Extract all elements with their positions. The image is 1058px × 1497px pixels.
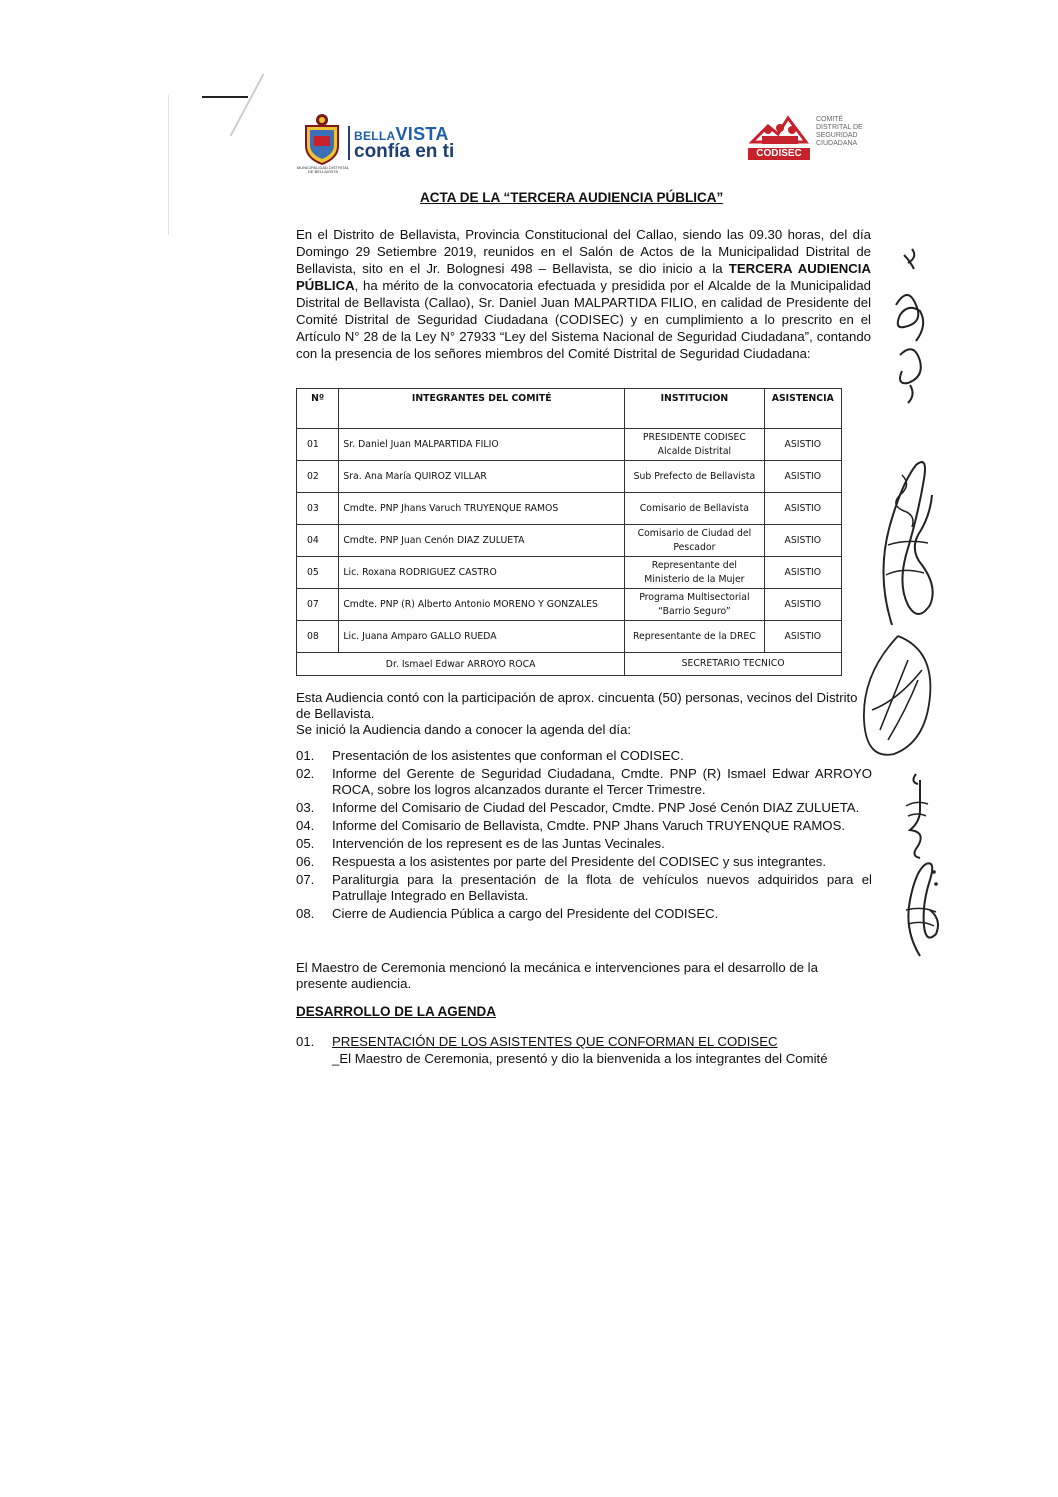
row-institution: Comisario de Ciudad del Pescador <box>625 525 764 557</box>
row-attendance: ASISTIO <box>764 621 841 653</box>
agenda-number: 05. <box>296 836 315 851</box>
agenda-text: Intervención de los represent es de las Juntas Vecinales. <box>332 836 665 851</box>
table-header-row <box>297 389 842 429</box>
list-item <box>296 836 872 852</box>
secretary-role: SECRETARIO TECNICO <box>625 653 842 676</box>
agenda-text: Informe del Comisario de Bellavista, Cmdte. PNP Jhans Varuch TRUYENQUE RAMOS. <box>332 818 846 833</box>
margin-signature-2 <box>858 630 938 760</box>
codisec-acronym: CODISEC <box>748 148 810 160</box>
list-item <box>296 818 872 834</box>
agenda-number: 07. <box>296 872 315 887</box>
col-header-attendance: ASISTENCIA <box>764 389 841 429</box>
margin-signature-3 <box>896 860 942 960</box>
table-row <box>297 589 842 621</box>
brand-name-small: BELLA <box>354 129 396 143</box>
scan-stroke-mark <box>202 96 248 98</box>
row-member: Cmdte. PNP Juan Cenón DIAZ ZULUETA <box>339 525 625 557</box>
row-attendance: ASISTIO <box>764 429 841 461</box>
municipal-crest-icon <box>298 112 346 168</box>
row-institution: Programa Multisectorial “Barrio Seguro” <box>625 589 764 621</box>
list-item <box>296 854 872 870</box>
row-attendance: ASISTIO <box>764 557 841 589</box>
row-num: 08 <box>297 621 339 653</box>
document-title: ACTA DE LA “TERCERA AUDIENCIA PÚBLICA” <box>420 190 724 205</box>
table-row <box>297 429 842 461</box>
agenda-text: Informe del Gerente de Seguridad Ciudadana, Cmdte. PNP (R) Ismael Edwar ARROYO ROCA, sobre los logros alcanzados durante el Tercer Trimestre. <box>332 766 872 797</box>
row-attendance: ASISTIO <box>764 493 841 525</box>
list-item <box>296 766 872 798</box>
item-text: _El Maestro de Ceremonia, presentó y dio la bienvenida a los integrantes del Comité <box>332 1051 828 1066</box>
row-num: 05 <box>297 557 339 589</box>
agenda-text: Cierre de Audiencia Pública a cargo del Presidente del CODISEC. <box>332 906 719 921</box>
margin-initials-2 <box>896 770 936 860</box>
brand-divider <box>348 126 350 160</box>
agenda-number: 01. <box>296 748 315 763</box>
list-item <box>296 872 872 904</box>
row-num: 04 <box>297 525 339 557</box>
row-num: 01 <box>297 429 339 461</box>
row-institution: Representante del Ministerio de la Mujer <box>625 557 764 589</box>
row-member: Cmdte. PNP Jhans Varuch TRUYENQUE RAMOS <box>339 493 625 525</box>
row-attendance: ASISTIO <box>764 589 841 621</box>
row-member: Lic. Juana Amparo GALLO RUEDA <box>339 621 625 653</box>
row-attendance: ASISTIO <box>764 525 841 557</box>
scan-diagonal-mark <box>230 74 265 137</box>
row-institution: Sub Prefecto de Bellavista <box>625 461 764 493</box>
col-header-institution: INSTITUCION <box>625 389 764 429</box>
intro-text-bold: TERCERA AUDIENCIA PÚBLICA <box>296 261 871 293</box>
agenda-item-heading <box>296 1034 778 1049</box>
crest-caption: MUNICIPALIDAD DISTRITAL DE BELLAVISTA <box>296 165 350 175</box>
agenda-text: Presentación de los asistentes que conforman el CODISEC. <box>332 748 684 763</box>
list-item <box>296 748 872 764</box>
agenda-list <box>296 748 872 924</box>
agenda-number: 04. <box>296 818 315 833</box>
intro-text-1: En el Distrito de Bellavista, Provincia Constitucional del Callao, siendo las 09.30 horas, del día Domingo 29 Setiembre 2019, reunidos en el Salón de Actos de la Municipalidad Distrital de Bellavista, sito en el Jr. Bolognesi 498 – Bellavista, se dio inicio a la <box>296 227 871 276</box>
table-row <box>297 525 842 557</box>
item-number: 01. <box>296 1034 315 1049</box>
table-row <box>297 621 842 653</box>
agenda-number: 03. <box>296 800 315 815</box>
table-row <box>297 557 842 589</box>
item-title: PRESENTACIÓN DE LOS ASISTENTES QUE CONFORMAN EL CODISEC <box>332 1034 778 1049</box>
participation-paragraph: Esta Audiencia contó con la participación de aprox. cincuenta (50) personas, vecinos del Distrito de Bellavista. <box>296 690 858 721</box>
agenda-text: Respuesta a los asistentes por parte del Presidente del CODISEC y sus integrantes. <box>332 854 827 869</box>
row-member: Cmdte. PNP (R) Alberto Antonio MORENO Y GONZALES <box>339 589 625 621</box>
row-member: Sr. Daniel Juan MALPARTIDA FILIO <box>339 429 625 461</box>
agenda-number: 06. <box>296 854 315 869</box>
codisec-logo <box>748 112 878 162</box>
ceremony-paragraph: El Maestro de Ceremonia mencionó la mecánica e intervenciones para el desarrollo de la presente audiencia. <box>296 960 818 991</box>
margin-signature-1 <box>872 455 942 635</box>
intro-paragraph <box>296 226 871 362</box>
intro-text-2: , ha mérito de la convocatoria efectuada y presidida por el Alcalde de la Municipalidad Distrital de Bellavista (Callao), Sr. Daniel Juan MALPARTIDA FILIO, en calidad de Presidente del Comité Distrital de Seguridad Ciudadana (CODISEC) y en cumplimiento a lo prescrito en el Artículo N° 28 de la Ley N° 27933 “Ley del Sistema Nacional de Seguridad Ciudadana”, contando con la presencia de los señores miembros del Comité Distrital de Seguridad Ciudadana: <box>296 278 871 361</box>
section-heading: DESARROLLO DE LA AGENDA <box>296 1004 497 1019</box>
row-num: 02 <box>297 461 339 493</box>
row-attendance: ASISTIO <box>764 461 841 493</box>
col-header-num: Nº <box>297 389 339 429</box>
agenda-text: Paraliturgia para la presentación de la flota de vehículos nuevos adquiridos para el Patrullaje Integrado en Bellavista. <box>332 872 872 903</box>
brand-name-large: VISTA <box>395 124 449 144</box>
secretary-row <box>297 653 842 676</box>
bellavista-logo <box>296 112 498 175</box>
secretary-name: Dr. Ismael Edwar ARROYO ROCA <box>297 653 625 676</box>
agenda-intro: Se inició la Audiencia dando a conocer la agenda del día: <box>296 722 632 737</box>
agenda-text: Informe del Comisario de Ciudad del Pescador, Cmdte. PNP José Cenón DIAZ ZULUETA. <box>332 800 860 815</box>
codisec-fullname: COMITÉ DISTRITAL DE SEGURIDAD CIUDADANA <box>816 116 863 147</box>
brand-tagline: confía en ti <box>354 141 455 162</box>
margin-initials-signature <box>890 245 930 405</box>
row-institution: Comisario de Bellavista <box>625 493 764 525</box>
row-num: 07 <box>297 589 339 621</box>
row-num: 03 <box>297 493 339 525</box>
agenda-number: 08. <box>296 906 315 921</box>
table-row <box>297 493 842 525</box>
row-member: Sra. Ana María QUIROZ VILLAR <box>339 461 625 493</box>
list-item <box>296 906 872 922</box>
agenda-number: 02. <box>296 766 315 781</box>
table-row <box>297 461 842 493</box>
row-institution: PRESIDENTE CODISEC Alcalde Distrital <box>625 429 764 461</box>
row-member: Lic. Roxana RODRIGUEZ CASTRO <box>339 557 625 589</box>
committee-table <box>296 388 842 676</box>
col-header-members: INTEGRANTES DEL COMITÉ <box>339 389 625 429</box>
scan-edge-mark <box>168 95 169 235</box>
row-institution: Representante de la DREC <box>625 621 764 653</box>
list-item <box>296 800 872 816</box>
